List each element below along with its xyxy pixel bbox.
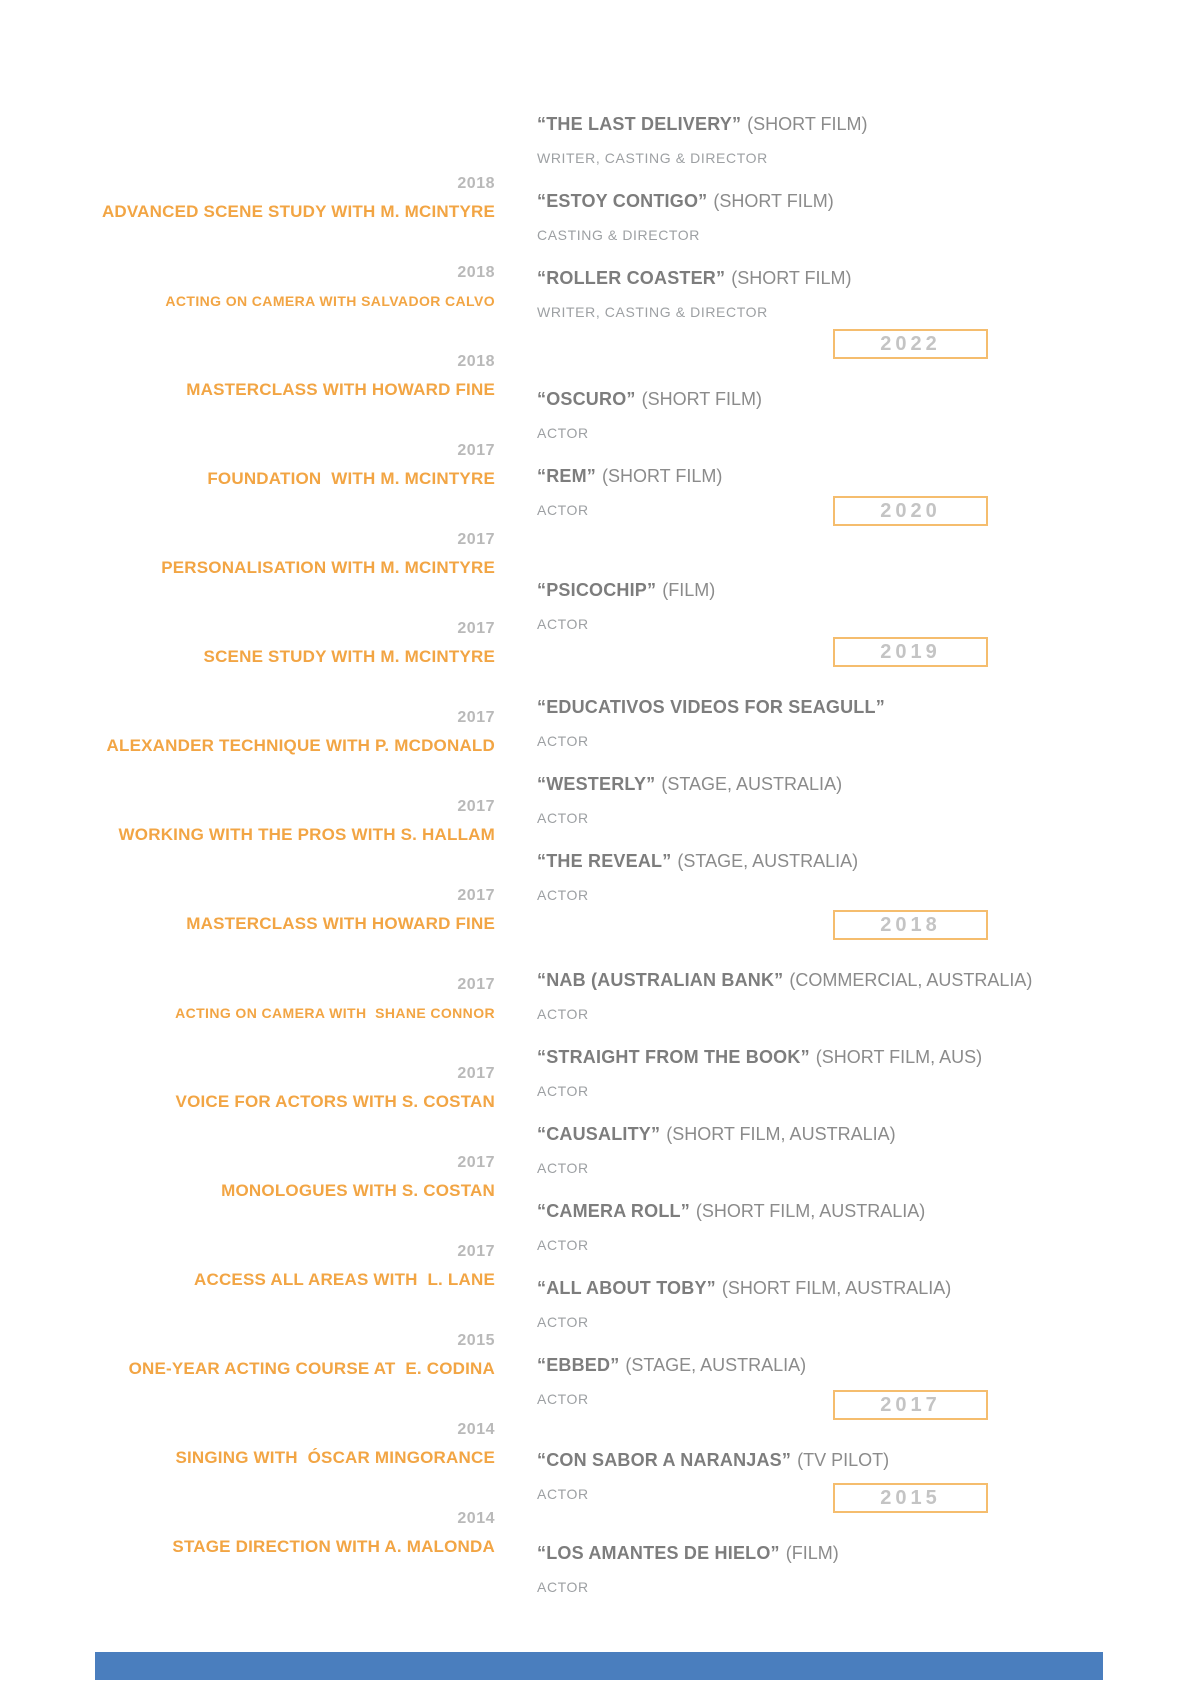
credit-title: “ROLLER COASTER” xyxy=(537,268,726,288)
credit-title-row xyxy=(537,772,1007,798)
credit-title: “LOS AMANTES DE HIELO” xyxy=(537,1543,780,1563)
credit-title: “STRAIGHT FROM THE BOOK” xyxy=(537,1047,810,1067)
education-entry xyxy=(85,350,495,402)
education-year: 2017 xyxy=(457,531,495,548)
credit-title-row xyxy=(537,464,1007,490)
year-box-label: 2020 xyxy=(880,500,941,522)
education-year: 2017 xyxy=(457,620,495,637)
credit-role: ACTOR xyxy=(537,1314,589,1330)
credit-title-row xyxy=(537,1045,1007,1071)
credits-column xyxy=(537,112,1033,1618)
education-year: 2017 xyxy=(457,442,495,459)
credit-title: “EBBED” xyxy=(537,1355,620,1375)
credit-title: “REM” xyxy=(537,466,596,486)
year-box xyxy=(833,1390,988,1420)
education-course-title: ACTING ON CAMERA WITH SHANE CONNOR xyxy=(175,1005,495,1021)
education-year: 2014 xyxy=(457,1421,495,1438)
credit-entry xyxy=(537,849,1007,904)
credit-role: ACTOR xyxy=(537,1160,589,1176)
education-entry xyxy=(85,172,495,224)
credit-title: “THE REVEAL” xyxy=(537,851,672,871)
credit-role: CASTING & DIRECTOR xyxy=(537,227,701,243)
credit-role: ACTOR xyxy=(537,425,589,441)
credit-role: WRITER, CASTING & DIRECTOR xyxy=(537,150,768,166)
credit-detail: (STAGE, AUSTRALIA) xyxy=(677,851,859,871)
credit-title: “WESTERLY” xyxy=(537,774,656,794)
credit-title-row xyxy=(537,1541,1007,1567)
education-course-title: PERSONALISATION WITH M. MCINTYRE xyxy=(161,558,495,577)
education-entry xyxy=(85,884,495,936)
credit-title-row xyxy=(537,112,1007,138)
credit-entry xyxy=(537,112,1007,167)
credit-title: “ESTOY CONTIGO” xyxy=(537,191,708,211)
year-box-label: 2019 xyxy=(880,641,941,663)
education-year: 2015 xyxy=(457,1332,495,1349)
credit-title-row xyxy=(537,1353,1007,1379)
education-course-title: ADVANCED SCENE STUDY WITH M. MCINTYRE xyxy=(101,202,495,221)
credit-role: ACTOR xyxy=(537,1237,589,1253)
credit-title: “EDUCATIVOS VIDEOS FOR SEAGULL” xyxy=(537,697,885,717)
education-course-title: ACTING ON CAMERA WITH SALVADOR CALVO xyxy=(165,293,495,309)
education-course-title: VOICE FOR ACTORS WITH S. COSTAN xyxy=(175,1092,495,1111)
credit-entry xyxy=(537,1199,1007,1254)
credit-title: “CON SABOR A NARANJAS” xyxy=(537,1450,792,1470)
education-entry xyxy=(85,1507,495,1559)
education-course-title: ALEXANDER TECHNIQUE WITH P. MCDONALD xyxy=(106,736,495,755)
credit-role: ACTOR xyxy=(537,1391,589,1407)
credit-title-row xyxy=(537,1276,1007,1302)
credit-detail: (FILM) xyxy=(785,1543,839,1563)
education-course-title: MONOLOGUES WITH S. COSTAN xyxy=(221,1181,495,1200)
credit-entry xyxy=(537,578,1007,633)
credit-role: ACTOR xyxy=(537,1006,589,1022)
credit-title: “THE LAST DELIVERY” xyxy=(537,114,742,134)
education-course-title: WORKING WITH THE PROS WITH S. HALLAM xyxy=(118,825,495,844)
credit-entry xyxy=(537,1541,1007,1596)
credit-entry xyxy=(537,266,1007,321)
education-entry xyxy=(85,1062,495,1114)
education-year: 2018 xyxy=(457,264,495,281)
education-year: 2018 xyxy=(457,175,495,192)
credit-detail: (SHORT FILM) xyxy=(713,191,834,211)
credit-entry xyxy=(537,968,1033,1023)
year-box xyxy=(833,496,988,526)
credit-entry xyxy=(537,695,1007,750)
credit-title-row xyxy=(537,695,1007,721)
year-box-label: 2018 xyxy=(880,914,941,936)
credit-entry xyxy=(537,387,1007,442)
year-box-label: 2017 xyxy=(880,1394,941,1416)
credit-title: “ALL ABOUT TOBY” xyxy=(537,1278,716,1298)
education-course-title: FOUNDATION WITH M. MCINTYRE xyxy=(207,469,495,488)
credit-detail: (SHORT FILM, AUSTRALIA) xyxy=(695,1201,926,1221)
credit-detail: (STAGE, AUSTRALIA) xyxy=(625,1355,807,1375)
education-entry xyxy=(85,795,495,847)
credit-role: ACTOR xyxy=(537,1486,589,1502)
year-box xyxy=(833,1483,988,1513)
credit-detail: (FILM) xyxy=(662,580,716,600)
year-box-label: 2015 xyxy=(880,1487,941,1509)
credit-title-row xyxy=(537,266,1007,292)
credit-title: “PSICOCHIP” xyxy=(537,580,657,600)
credit-role: ACTOR xyxy=(537,733,589,749)
credit-role: WRITER, CASTING & DIRECTOR xyxy=(537,304,768,320)
education-course-title: ACCESS ALL AREAS WITH L. LANE xyxy=(194,1270,495,1289)
credit-detail: (SHORT FILM) xyxy=(731,268,852,288)
education-entry xyxy=(85,439,495,491)
credit-entry xyxy=(537,1122,1007,1177)
credit-title-row xyxy=(537,1122,1007,1148)
credit-detail: (SHORT FILM, AUSTRALIA) xyxy=(666,1124,896,1144)
credit-title-row xyxy=(537,968,1033,994)
education-year: 2017 xyxy=(457,976,495,993)
credit-entry xyxy=(537,772,1007,827)
credit-detail: (SHORT FILM, AUSTRALIA) xyxy=(721,1278,952,1298)
year-box xyxy=(833,910,988,940)
education-year: 2017 xyxy=(457,1243,495,1260)
education-year: 2017 xyxy=(457,887,495,904)
education-year: 2018 xyxy=(457,353,495,370)
education-entry xyxy=(85,261,495,313)
credit-role: ACTOR xyxy=(537,616,589,632)
education-entry xyxy=(85,1240,495,1292)
credit-title-row xyxy=(537,578,1007,604)
education-entry xyxy=(85,706,495,758)
credit-title-row xyxy=(537,387,1007,413)
education-year: 2017 xyxy=(457,709,495,726)
education-course-title: MASTERCLASS WITH HOWARD FINE xyxy=(186,380,495,399)
credit-entry xyxy=(537,189,1007,244)
education-year: 2014 xyxy=(457,1510,495,1527)
education-entry xyxy=(85,973,495,1025)
education-entry xyxy=(85,617,495,669)
education-column xyxy=(85,172,495,1596)
education-course-title: SINGING WITH ÓSCAR MINGORANCE xyxy=(175,1448,495,1467)
education-course-title: SCENE STUDY WITH M. MCINTYRE xyxy=(203,647,495,666)
education-year: 2017 xyxy=(457,798,495,815)
credit-role: ACTOR xyxy=(537,810,589,826)
education-year: 2017 xyxy=(457,1065,495,1082)
credit-detail: (TV PILOT) xyxy=(797,1450,890,1470)
credit-entry xyxy=(537,1045,1007,1100)
year-box xyxy=(833,329,988,359)
credit-title-row xyxy=(537,1199,1007,1225)
credit-title: “NAB (AUSTRALIAN BANK” xyxy=(537,970,784,990)
credit-detail: (SHORT FILM) xyxy=(602,466,723,486)
education-entry xyxy=(85,1151,495,1203)
credit-detail: (STAGE, AUSTRALIA) xyxy=(661,774,843,794)
footer-bar xyxy=(95,1652,1103,1680)
year-box xyxy=(833,637,988,667)
education-course-title: MASTERCLASS WITH HOWARD FINE xyxy=(186,914,495,933)
credit-title-row xyxy=(537,849,1007,875)
credit-entry xyxy=(537,1276,1007,1331)
credit-title: “CAUSALITY” xyxy=(537,1124,661,1144)
education-year: 2017 xyxy=(457,1154,495,1171)
credit-title: “CAMERA ROLL” xyxy=(537,1201,690,1221)
credit-detail: (COMMERCIAL, AUSTRALIA) xyxy=(789,970,1033,990)
credit-role: ACTOR xyxy=(537,1579,589,1595)
credit-role: ACTOR xyxy=(537,502,589,518)
credit-title: “OSCURO” xyxy=(537,389,636,409)
credit-role: ACTOR xyxy=(537,887,589,903)
year-box-label: 2022 xyxy=(880,333,941,355)
education-entry xyxy=(85,528,495,580)
education-course-title: ONE-YEAR ACTING COURSE AT E. CODINA xyxy=(128,1359,495,1378)
credit-title-row xyxy=(537,1448,1007,1474)
credit-title-row xyxy=(537,189,1007,215)
education-entry xyxy=(85,1329,495,1381)
education-course-title: STAGE DIRECTION WITH A. MALONDA xyxy=(172,1537,495,1556)
credit-role: ACTOR xyxy=(537,1083,589,1099)
credit-detail: (SHORT FILM) xyxy=(641,389,762,409)
credit-detail: (SHORT FILM) xyxy=(747,114,868,134)
education-entry xyxy=(85,1418,495,1470)
credit-detail: (SHORT FILM, AUS) xyxy=(815,1047,983,1067)
